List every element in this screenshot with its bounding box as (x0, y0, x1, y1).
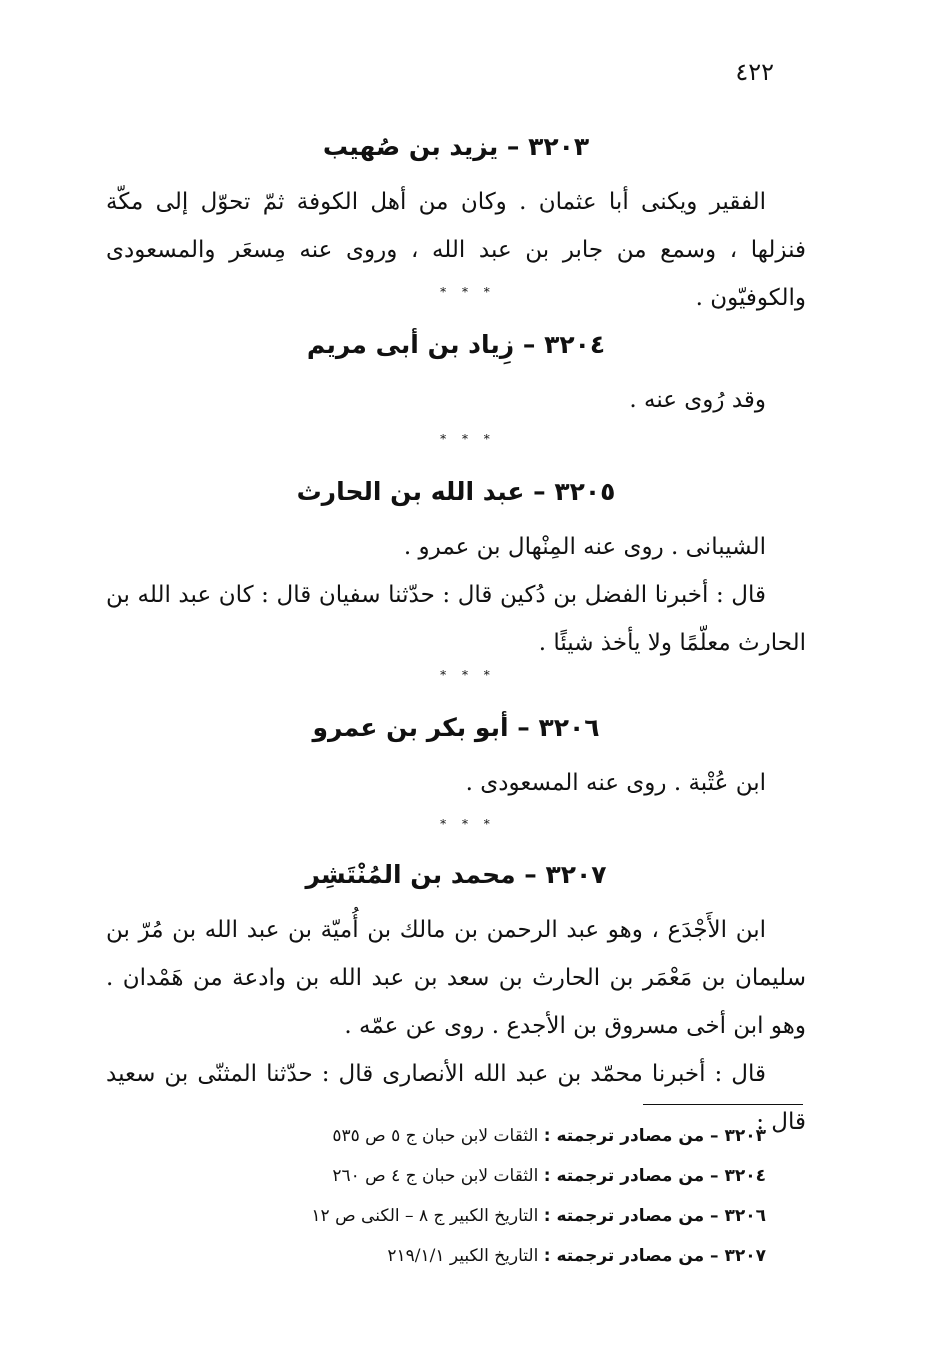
entry-paragraph: قال : أخبرنا محمّد بن عبد الله الأنصارى قال : حدّثنا المثنّى بن سعيد قال : (106, 1061, 806, 1135)
entry-heading: ٣٢٠٧ – محمد بن المُنْتَشِر (305, 860, 607, 889)
section-separator: * * * (440, 285, 496, 299)
entry-3204 (106, 330, 806, 424)
entry-paragraph: الفقير ويكنى أبا عثمان . وكان من أهل الكوفة ثمّ تحوّل إلى مكّة فنزلها ، وسمع من جابر بن عبد الله ، وروى عنه مِسعَر والمسعودى والكوفيّون . (106, 189, 806, 311)
footnote-text: الثقات لابن حبان ج ٤ ص ٢٦٠ (332, 1166, 539, 1186)
entry-heading: ٣٢٠٥ – عبد الله بن الحارث (296, 477, 616, 506)
footnote-text: الثقات لابن حبان ج ٥ ص ٥٣٥ (332, 1126, 539, 1146)
footnote-label: ٣٢٠٧ – من مصادر ترجمته : (543, 1246, 766, 1266)
footnote-3203 (206, 1116, 766, 1156)
footnote-3207 (206, 1236, 766, 1276)
entry-paragraph: الشيبانى . روى عنه المِنْهال بن عمرو . (403, 534, 766, 560)
section-separator: * * * (440, 817, 496, 831)
entry-heading: ٣٢٠٤ – زِياد بن أبى مريم (306, 330, 606, 359)
footnote-label: ٣٢٠٤ – من مصادر ترجمته : (543, 1166, 766, 1186)
footnote-text: التاريخ الكبير ج ٨ – الكنى ص ١٢ (311, 1206, 539, 1226)
section-separator: * * * (440, 668, 496, 682)
footnote-3206 (206, 1196, 766, 1236)
section-separator: * * * (440, 432, 496, 446)
page-number: ٤٢٢ (735, 58, 774, 86)
footnote-label: ٣٢٠٣ – من مصادر ترجمته : (543, 1126, 766, 1146)
footnote-label: ٣٢٠٦ – من مصادر ترجمته : (543, 1206, 766, 1226)
entry-paragraph: قال : أخبرنا الفضل بن دُكين قال : حدّثنا سفيان قال : كان عبد الله بن الحارث معلّمًا ولا يأخذ شيئًا . (106, 582, 806, 656)
entry-paragraph: ابن الأَجْدَع ، وهو عبد الرحمن بن مالك بن أُميّة بن عبد الله بن مُرّ بن سليمان بن مَعْمَر بن الحارث بن سعد بن عبد الله بن وادعة من هَمْدان . وهو ابن أخى مسروق بن الأجدع . روى عن عمّه . (106, 917, 806, 1039)
entry-paragraph: ابن عُتْبة . روى عنه المسعودى . (465, 770, 766, 796)
entry-heading: ٣٢٠٣ – يزيد بن صُهيب (322, 132, 590, 161)
footnote-text: التاريخ الكبير ٢١٩/١/١ (387, 1246, 539, 1266)
entry-heading: ٣٢٠٦ – أبو بكر بن عمرو (312, 713, 600, 742)
footnote-3204 (206, 1156, 766, 1196)
footnotes (206, 1116, 766, 1276)
entry-3205 (106, 477, 806, 667)
footnote-divider (643, 1104, 803, 1105)
entry-paragraph: وقد رُوى عنه . (629, 387, 766, 413)
entry-3206 (106, 713, 806, 807)
